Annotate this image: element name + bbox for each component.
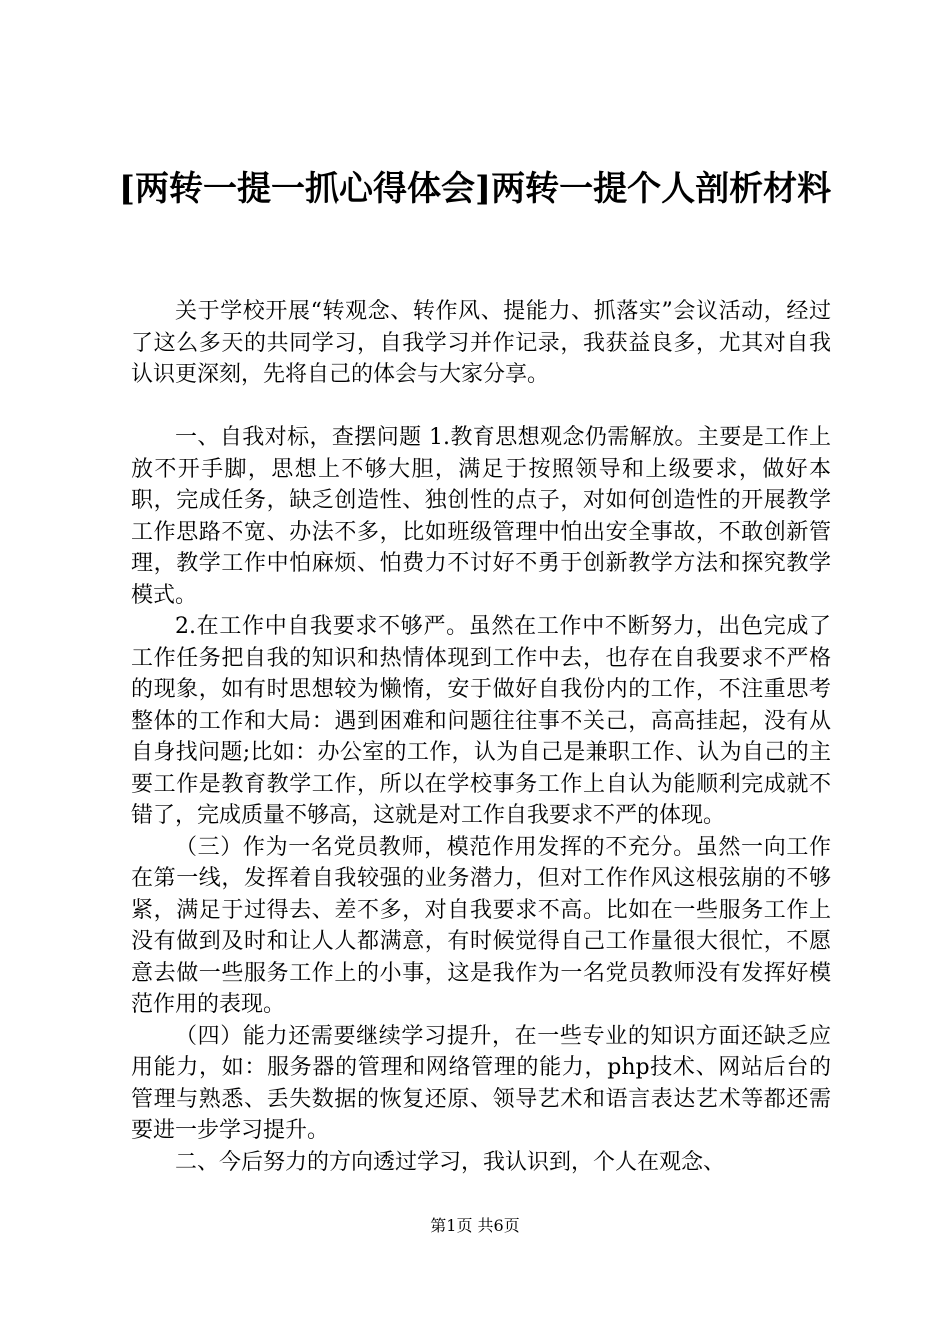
paragraph-item-four: （四）能力还需要继续学习提升，在一些专业的知识方面还缺乏应用能力，如：服务器的管理和网络管理的能力，php技术、网站后台的管理与熟悉、丢失数据的恢复还原、领导艺术和语言表达艺术等都还需要进一步学习提升。 [131,1023,831,1143]
paragraph-section-one: 一、自我对标，查摆问题 1.教育思想观念仍需解放。主要是工作上放不开手脚，思想上不够大胆，满足于按照领导和上级要求，做好本职，完成任务，缺乏创造性、独创性的点子，对如何创造性的开展教学工作思路不宽、办法不多，比如班级管理中怕出安全事故，不敢创新管理，教学工作中怕麻烦、怕费力不讨好不勇于创新教学方法和探究教学模式。 [131,425,831,608]
page-number-footer: 第1页 共6页 [430,1216,520,1235]
document-title: [两转一提一抓心得体会]两转一提个人剖析材料 [118,169,832,209]
paragraph-intro: 关于学校开展“转观念、转作风、提能力、抓落实”会议活动，经过了这么多天的共同学习，自我学习并作记录，我获益良多，尤其对自我认识更深刻，先将自己的体会与大家分享。 [131,299,831,387]
document-body [131,296,831,1178]
paragraph-section-two: 二、今后努力的方向透过学习，我认识到，个人在观念、 [175,1149,726,1175]
paragraph-item-three: （三）作为一名党员教师，模范作用发挥的不充分。虽然一向工作在第一线，发挥着自我较强的业务潜力，但对工作作风这根弦崩的不够紧，满足于过得去、差不多，对自我要求不高。比如在一些服务工作上没有做到及时和让人人都满意，有时候觉得自己工作量很大很忙，不愿意去做一些服务工作上的小事，这是我作为一名党员教师没有发挥好模范作用的表现。 [131,834,831,1017]
paragraph-item-two: 2.在工作中自我要求不够严。虽然在工作中不断努力，出色完成了工作任务把自我的知识和热情体现到工作中去，也存在自我要求不严格的现象，如有时思想较为懒惰，安于做好自我份内的工作，不注重思考整体的工作和大局：遇到困难和问题往往事不关己，高高挂起，没有从自身找问题;比如：办公室的工作，认为自己是兼职工作、认为自己的主要工作是教育教学工作，所以在学校事务工作上自认为能顺利完成就不错了，完成质量不够高，这就是对工作自我要求不严的体现。 [131,614,831,828]
